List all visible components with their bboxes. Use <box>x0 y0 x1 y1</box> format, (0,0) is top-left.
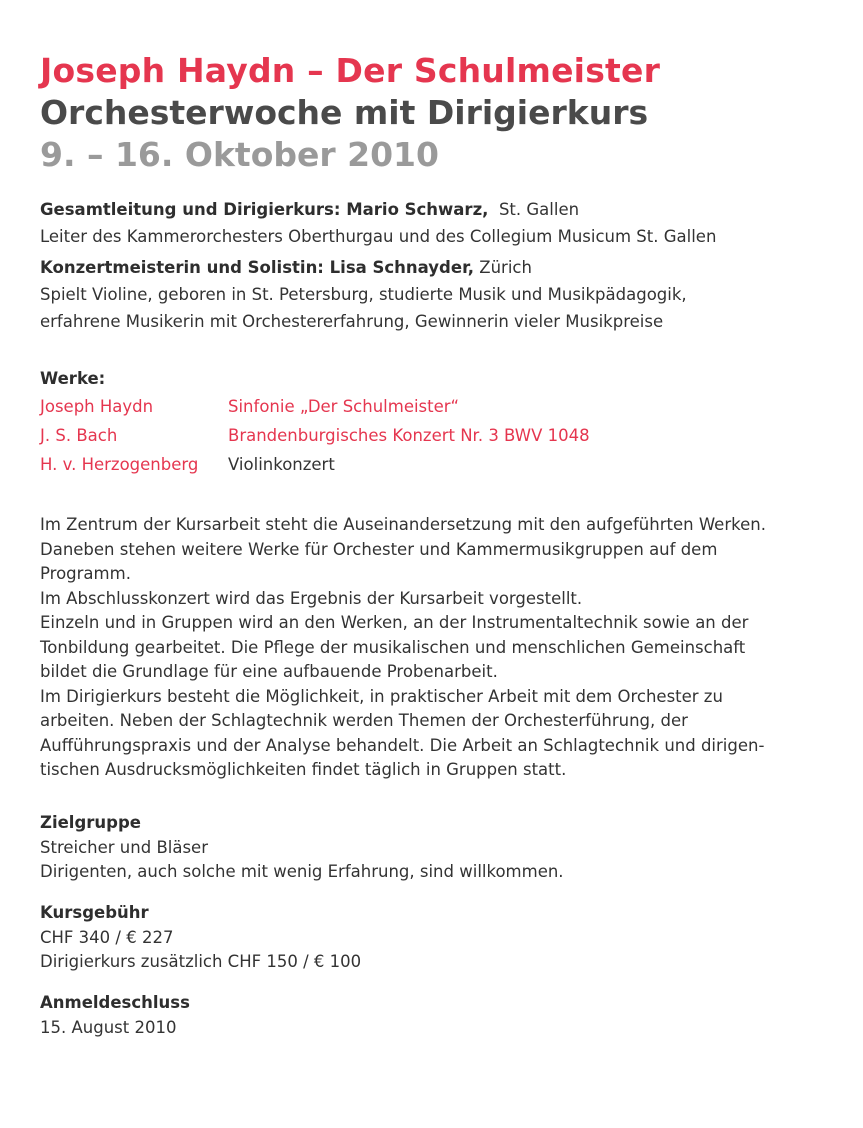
description-line: tischen Ausdrucksmöglichkeiten findet täglich in Gruppen statt. <box>40 760 567 779</box>
fee-heading: Kursgebühr <box>40 902 149 922</box>
works-section <box>40 365 840 479</box>
fee-line: CHF 340 / € 227 <box>40 927 174 947</box>
target-line: Streicher und Bläser <box>40 837 208 857</box>
description-line: Programm. <box>40 564 131 583</box>
description-line: arbeiten. Neben der Schlagtechnik werden Themen der Orchesterführung, der <box>40 711 688 730</box>
course-description <box>40 513 840 783</box>
description-line: Einzeln und in Gruppen wird an den Werken, an der Instrumentaltechnik sowie an der <box>40 613 749 632</box>
course-flyer <box>40 50 840 1054</box>
person-description: Leiter des Kammerorchesters Oberthurgau und des Collegium Musicum St. Gallen <box>40 227 717 246</box>
works-row <box>40 421 590 450</box>
target-line: Dirigenten, auch solche mit wenig Erfahrung, sind willkommen. <box>40 862 564 881</box>
work-composer: H. v. Herzogenberg <box>40 455 199 474</box>
person-place: St. Gallen <box>498 200 580 219</box>
person-description-line: Spielt Violine, geboren in St. Petersburg, studierte Musik und Musikpädagogik, <box>40 285 687 304</box>
deadline-heading: Anmeldeschluss <box>40 992 190 1012</box>
work-title: Violinkonzert <box>228 455 335 474</box>
registration-deadline <box>40 989 840 1041</box>
deadline-date: 15. August 2010 <box>40 1017 177 1037</box>
description-line: Aufführungspraxis und der Analyse behandelt. Die Arbeit an Schlagtechnik und dirigen- <box>40 735 765 755</box>
person-role: Gesamtleitung und Dirigierkurs: Mario Schwarz, <box>40 200 489 219</box>
work-title: Sinfonie „Der Schulmeister“ <box>228 397 460 416</box>
person-place: Zürich <box>479 258 532 277</box>
description-line: Daneben stehen weitere Werke für Orchester und Kammermusikgruppen auf dem <box>40 539 718 559</box>
target-heading: Zielgruppe <box>40 812 141 832</box>
work-composer: J. S. Bach <box>40 426 118 445</box>
works-row <box>40 392 590 421</box>
description-line: Im Abschlusskonzert wird das Ergebnis der Kursarbeit vorgestellt. <box>40 588 583 608</box>
works-heading: Werke: <box>40 369 106 388</box>
fee-line: Dirigierkurs zusätzlich CHF 150 / € 100 <box>40 952 362 971</box>
work-title: Brandenburgisches Konzert Nr. 3 BWV 1048 <box>228 426 590 445</box>
page-subtitle: Orchesterwoche mit Dirigierkurs <box>40 93 649 132</box>
description-line: bildet die Grundlage für eine aufbauende Probenarbeit. <box>40 662 498 681</box>
course-fee <box>40 899 840 975</box>
description-line: Im Dirigierkurs besteht die Möglichkeit, in praktischer Arbeit mit dem Orchester zu <box>40 686 723 706</box>
event-date: 9. – 16. Oktober 2010 <box>40 135 439 174</box>
target-group <box>40 809 840 885</box>
works-table <box>40 392 590 479</box>
person-conductor <box>40 196 840 250</box>
info-section <box>40 809 840 1041</box>
person-soloist <box>40 254 840 335</box>
person-description-line: erfahrene Musikerin mit Orchestererfahrung, Gewinnerin vieler Musikpreise <box>40 312 664 331</box>
person-role: Konzertmeisterin und Solistin: Lisa Schnayder, <box>40 258 475 277</box>
work-composer: Joseph Haydn <box>40 397 154 416</box>
works-row <box>40 450 590 479</box>
description-line: Tonbildung gearbeitet. Die Pflege der musikalischen und menschlichen Gemeinschaft <box>40 637 746 657</box>
description-line: Im Zentrum der Kursarbeit steht die Auseinandersetzung mit den aufgeführten Werken. <box>40 515 766 534</box>
page-title: Joseph Haydn – Der Schulmeister <box>40 51 661 90</box>
